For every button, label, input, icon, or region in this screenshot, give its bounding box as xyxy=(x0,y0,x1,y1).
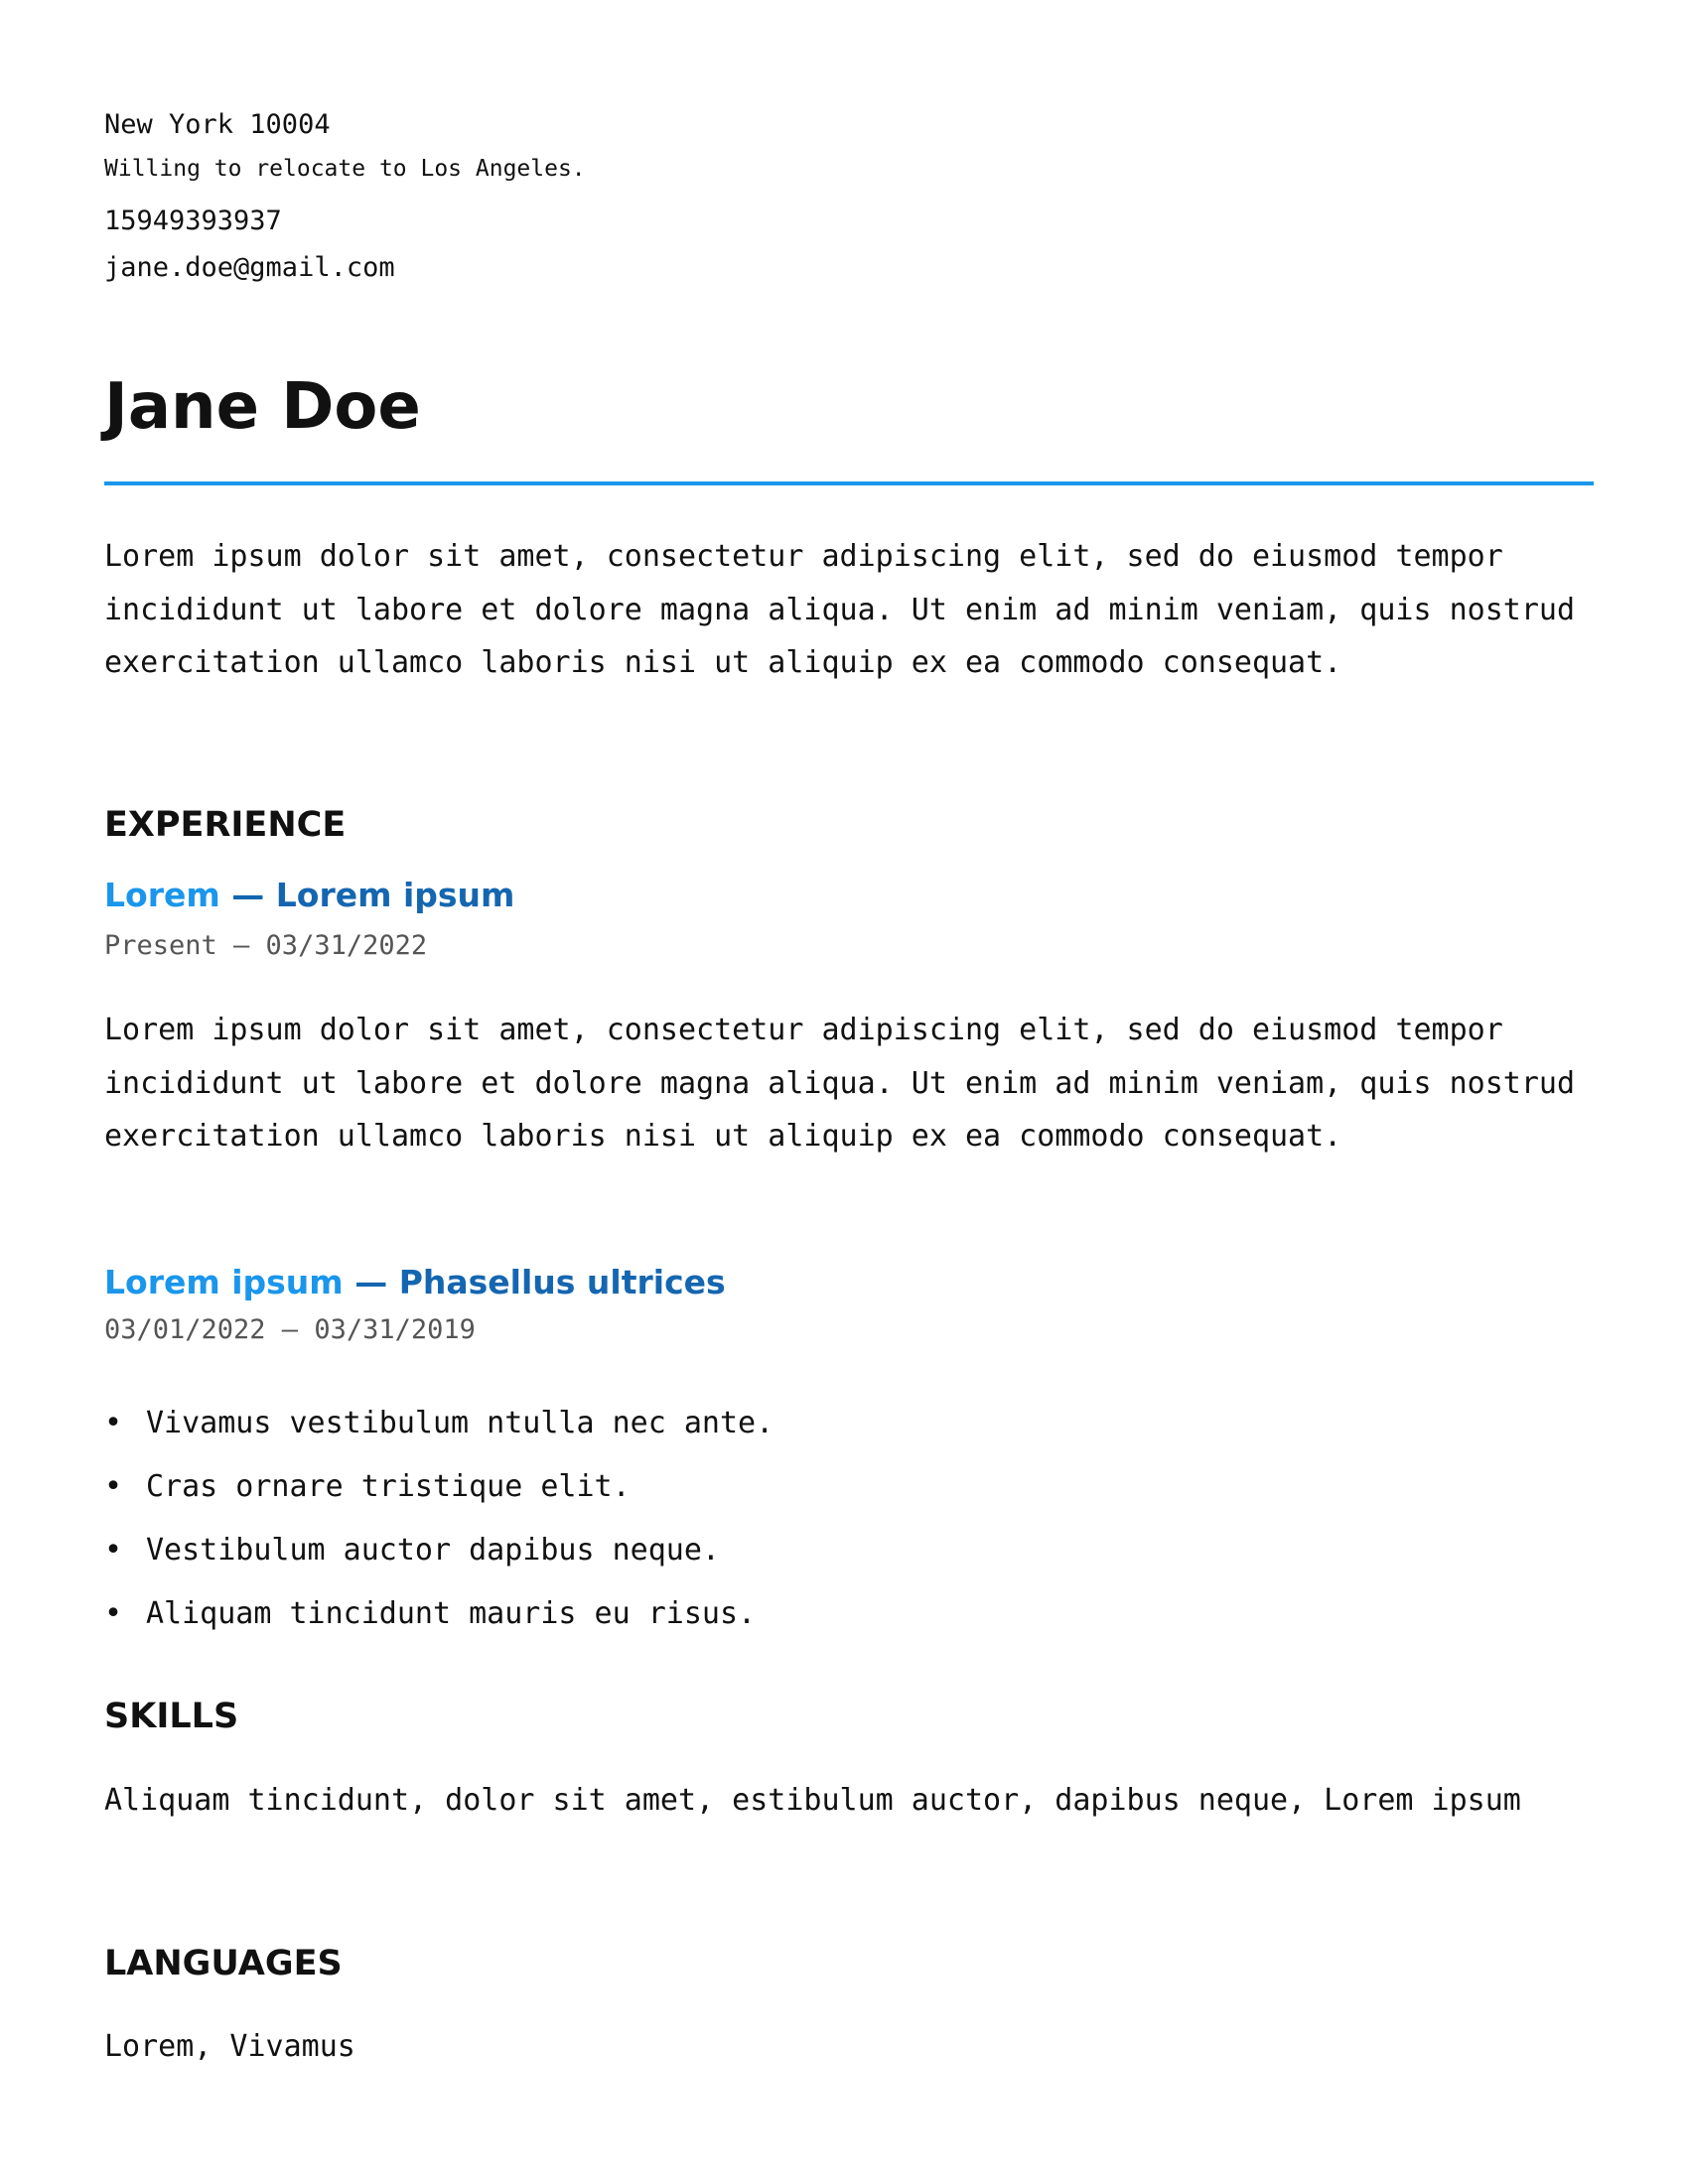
summary-paragraph: Lorem ipsum dolor sit amet, consectetur adipiscing elit, sed do eiusmod tempor incididunt ut labore et dolore magna aliqua. Ut enim ad minim veniam, quis nostrud exercitation ullamco laboris nisi ut aliquip ex ea commodo consequat. xyxy=(104,539,1576,680)
list-item xyxy=(104,1392,774,1455)
bullet-text: Vestibulum auctor dapibus neque. xyxy=(146,1533,720,1568)
bullet-text: Vivamus vestibulum ntulla nec ante. xyxy=(146,1406,774,1440)
candidate-name: Jane Doe xyxy=(104,370,421,444)
relocation-note: Willing to relocate to Los Angeles. xyxy=(104,156,586,182)
contact-email: jane.doe@gmail.com xyxy=(104,252,395,283)
job-heading xyxy=(104,1261,726,1304)
job-heading xyxy=(104,874,514,917)
job-dates: 03/01/2022 — 03/31/2019 xyxy=(104,1314,476,1345)
languages-text: Lorem, Vivamus xyxy=(104,2029,355,2064)
bullet-text: Aliquam tincidunt mauris eu risus. xyxy=(146,1596,757,1631)
list-item xyxy=(104,1519,774,1582)
languages-heading: LANGUAGES xyxy=(104,1944,343,1983)
header-divider xyxy=(104,481,1594,485)
job-role: Phasellus ultrices xyxy=(398,1263,726,1301)
bullet-icon: • xyxy=(104,1469,123,1504)
job-separator: — xyxy=(231,876,265,914)
skills-text: Aliquam tincidunt, dolor sit amet, estibulum auctor, dapibus neque, Lorem ipsum xyxy=(104,1783,1521,1818)
bullet-icon: • xyxy=(104,1406,123,1440)
job-company: Lorem xyxy=(104,876,220,914)
job-separator: — xyxy=(354,1263,388,1301)
job-bullet-list xyxy=(104,1392,774,1646)
experience-heading: EXPERIENCE xyxy=(104,805,347,845)
skills-heading: SKILLS xyxy=(104,1697,239,1736)
job-dates: Present — 03/31/2022 xyxy=(104,930,428,961)
job-company: Lorem ipsum xyxy=(104,1263,344,1301)
contact-phone: 15949393937 xyxy=(104,205,282,236)
job-role: Lorem ipsum xyxy=(275,876,515,914)
bullet-text: Cras ornare tristique elit. xyxy=(146,1469,631,1504)
list-item xyxy=(104,1455,774,1519)
bullet-icon: • xyxy=(104,1533,123,1568)
bullet-icon: • xyxy=(104,1596,123,1631)
list-item xyxy=(104,1582,774,1646)
contact-city: New York 10004 xyxy=(104,109,331,140)
job-description: Lorem ipsum dolor sit amet, consectetur adipiscing elit, sed do eiusmod tempor incididunt ut labore et dolore magna aliqua. Ut enim ad minim veniam, quis nostrud exercitation ullamco laboris nisi ut aliquip ex ea commodo consequat. xyxy=(104,1013,1576,1154)
